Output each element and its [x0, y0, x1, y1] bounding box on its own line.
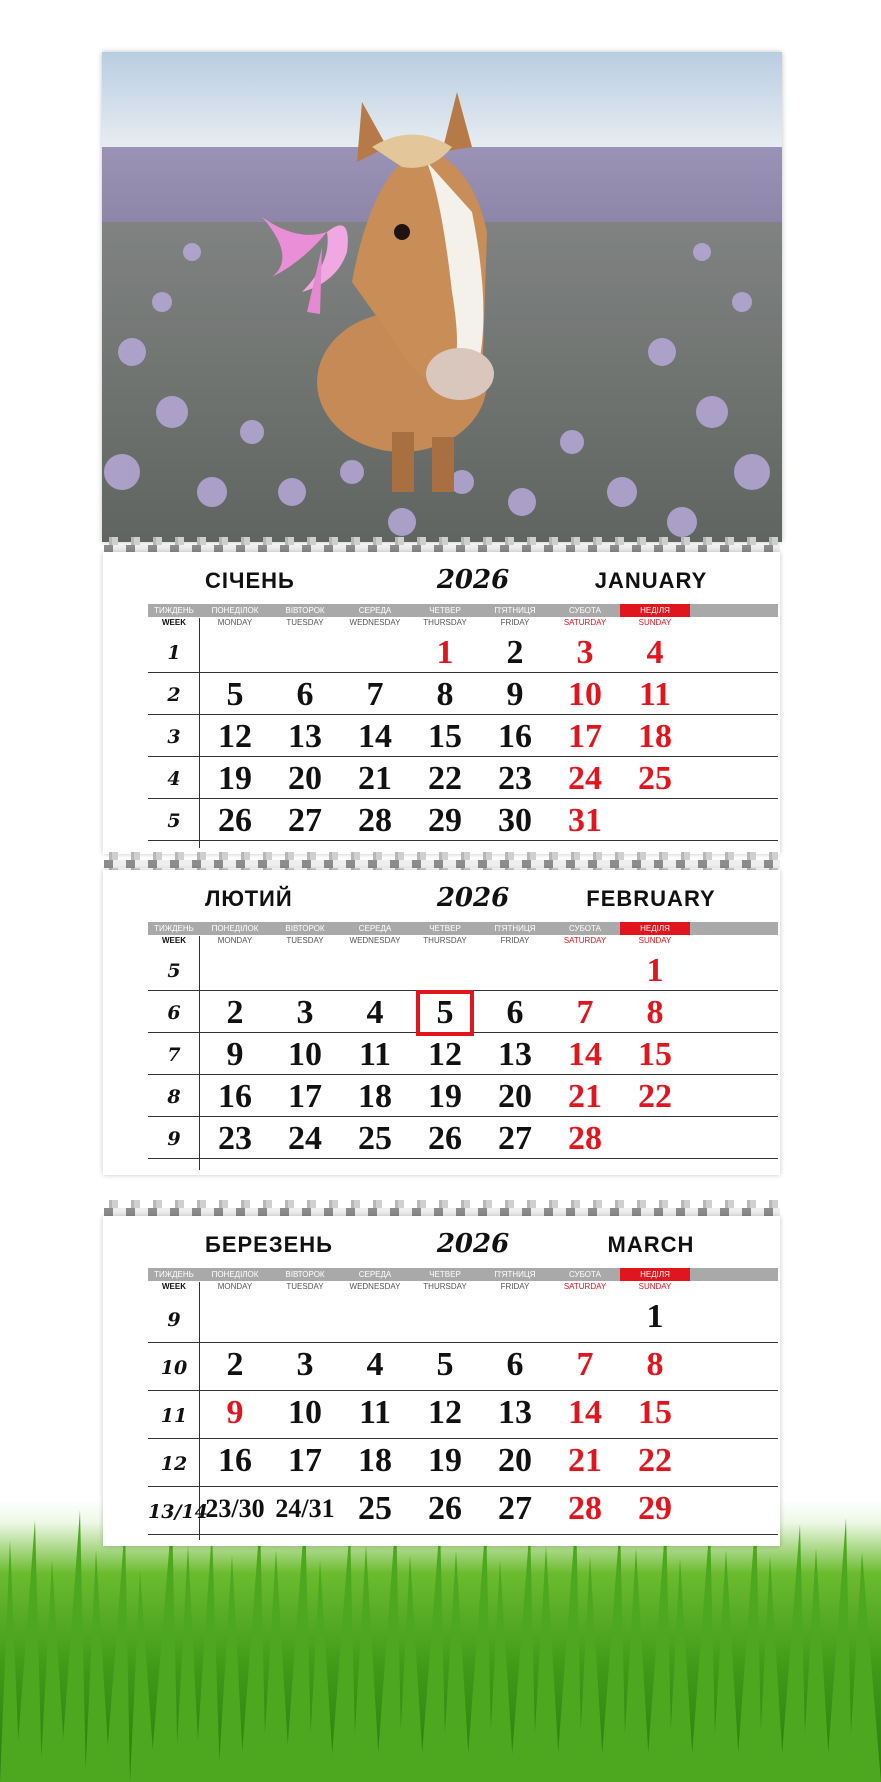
weekday-en: TUESDAY — [286, 1282, 324, 1291]
day-cell[interactable]: 27 — [498, 1490, 532, 1527]
month-panel-january — [103, 552, 780, 854]
day-cell[interactable]: 27 — [498, 1120, 532, 1157]
month-name-en: MARCH — [607, 1232, 695, 1257]
day-cell[interactable]: 23 — [498, 760, 532, 797]
weekday-en: SATURDAY — [563, 618, 607, 627]
day-cell[interactable]: 14 — [568, 1394, 602, 1431]
weekday-ua: ПОНЕДІЛОК — [211, 1270, 259, 1279]
day-cell[interactable]: 4 — [646, 634, 664, 671]
day-cell[interactable]: 5 — [436, 1346, 454, 1383]
day-cell[interactable]: 1 — [646, 1298, 664, 1335]
weekday-header-en — [148, 936, 778, 950]
day-cell[interactable]: 2 — [226, 994, 244, 1031]
day-cell[interactable]: 15 — [638, 1394, 672, 1431]
day-cell[interactable]: 14 — [358, 718, 392, 755]
week-row-divider — [148, 1438, 778, 1439]
week-number: 8 — [167, 1086, 181, 1108]
day-cell[interactable]: 26 — [428, 1490, 462, 1527]
day-cell[interactable]: 21 — [358, 760, 392, 797]
day-cell[interactable]: 17 — [568, 718, 602, 755]
day-cell[interactable]: 10 — [288, 1036, 322, 1073]
day-cell[interactable]: 9 — [226, 1394, 244, 1431]
month-name-en: FEBRUARY — [586, 886, 716, 911]
weekday-ua: НЕДІЛЯ — [620, 604, 690, 617]
day-cell[interactable]: 3 — [576, 634, 594, 671]
day-cell[interactable]: 15 — [638, 1036, 672, 1073]
month-name-ua: СІЧЕНЬ — [205, 568, 295, 593]
day-cell[interactable]: 4 — [366, 994, 384, 1031]
weekday-ua: ТИЖДЕНЬ — [154, 606, 194, 615]
day-cell[interactable]: 2 — [226, 1346, 244, 1383]
day-cell[interactable]: 12 — [428, 1036, 462, 1073]
weekday-ua: ВІВТОРОК — [285, 924, 325, 933]
day-cell[interactable]: 8 — [436, 676, 454, 713]
day-cell[interactable]: 25 — [358, 1490, 392, 1527]
day-cell[interactable]: 28 — [358, 802, 392, 839]
weekday-en: TUESDAY — [286, 936, 324, 945]
weekday-ua: ТИЖДЕНЬ — [154, 924, 194, 933]
day-cell[interactable]: 7 — [576, 1346, 594, 1383]
day-cell[interactable]: 14 — [568, 1036, 602, 1073]
day-cell[interactable]: 9 — [506, 676, 524, 713]
day-cell[interactable]: 17 — [288, 1442, 322, 1479]
week-number: 9 — [167, 1309, 181, 1331]
day-cell[interactable]: 28 — [568, 1120, 602, 1157]
day-cell[interactable]: 28 — [568, 1490, 602, 1527]
weekday-header-en — [148, 1282, 778, 1296]
week-row-divider — [148, 1390, 778, 1391]
week-number: 7 — [167, 1044, 181, 1066]
day-cell[interactable]: 23 — [218, 1120, 252, 1157]
week-number: 11 — [160, 1405, 188, 1427]
week-row-divider — [148, 1116, 778, 1117]
weekday-en: SUNDAY — [638, 1282, 672, 1291]
day-cell[interactable]: 26 — [218, 802, 252, 839]
week-row-divider — [148, 756, 778, 757]
day-cell[interactable]: 13 — [498, 1394, 532, 1431]
week-number: 1 — [167, 642, 181, 664]
day-cell[interactable]: 19 — [428, 1442, 462, 1479]
highlighted-day-frame — [416, 990, 474, 1036]
day-cell[interactable]: 18 — [358, 1078, 392, 1115]
day-cell[interactable]: 1 — [646, 952, 664, 989]
weekday-en: WEEK — [162, 1282, 186, 1291]
weekday-ua: ПОНЕДІЛОК — [211, 924, 259, 933]
weekday-ua: ТИЖДЕНЬ — [154, 1270, 194, 1279]
weekday-ua: П'ЯТНИЦЯ — [494, 606, 536, 615]
day-cell[interactable]: 7 — [576, 994, 594, 1031]
day-cell[interactable]: 17 — [288, 1078, 322, 1115]
week-row-divider — [148, 840, 778, 841]
day-cell[interactable]: 6 — [506, 1346, 524, 1383]
day-cell[interactable]: 2 — [506, 634, 524, 671]
month-year: 2026 — [436, 883, 510, 913]
month-name-ua: БЕРЕЗЕНЬ — [205, 1232, 333, 1257]
day-cell[interactable]: 13 — [498, 1036, 532, 1073]
day-cell[interactable]: 29 — [638, 1490, 672, 1527]
week-number: 13/14 — [148, 1501, 208, 1523]
weekday-ua: СЕРЕДА — [358, 1270, 392, 1279]
pony-lavender-illustration — [102, 52, 782, 542]
day-cell[interactable]: 1 — [436, 634, 454, 671]
month-header — [103, 552, 780, 604]
day-cell[interactable]: 13 — [288, 718, 322, 755]
day-cell[interactable]: 8 — [646, 1346, 664, 1383]
day-cell[interactable]: 21 — [568, 1442, 602, 1479]
week-row-divider — [148, 1342, 778, 1343]
day-cell[interactable]: 10 — [288, 1394, 322, 1431]
week-row-divider — [148, 1534, 778, 1535]
day-cell[interactable]: 6 — [296, 676, 314, 713]
weekday-header-ua — [148, 1268, 778, 1281]
weekday-en: THURSDAY — [423, 936, 467, 945]
day-cell[interactable]: 22 — [638, 1442, 672, 1479]
day-cell[interactable]: 5 — [226, 676, 244, 713]
weekday-en: FRIDAY — [500, 1282, 530, 1291]
day-cell[interactable]: 12 — [218, 718, 252, 755]
day-cell[interactable]: 5 — [436, 994, 454, 1031]
day-cell[interactable]: 16 — [498, 718, 532, 755]
day-cell[interactable]: 9 — [226, 1036, 244, 1073]
weekday-ua: НЕДІЛЯ — [620, 922, 690, 935]
weekday-en: SUNDAY — [638, 936, 672, 945]
day-cell[interactable]: 18 — [638, 718, 672, 755]
day-cell[interactable]: 26 — [428, 1120, 462, 1157]
weekday-en: MONDAY — [217, 936, 253, 945]
weekday-ua: ЧЕТВЕР — [429, 606, 461, 615]
day-cell[interactable]: 11 — [358, 1394, 392, 1431]
month-name-ua: ЛЮТИЙ — [205, 886, 293, 911]
weekday-ua: СУБОТА — [569, 1270, 601, 1279]
month-header — [103, 1216, 780, 1268]
weekday-en: THURSDAY — [423, 618, 467, 627]
pony-photo — [102, 52, 782, 542]
month-panel-february — [103, 870, 780, 1175]
day-cell[interactable]: 4 — [366, 1346, 384, 1383]
weekday-ua: НЕДІЛЯ — [620, 1268, 690, 1281]
day-cell[interactable]: 30 — [498, 802, 532, 839]
day-cell[interactable]: 3 — [296, 994, 314, 1031]
weekday-en: WEDNESDAY — [349, 936, 401, 945]
day-cell[interactable]: 29 — [428, 802, 462, 839]
weekday-en: TUESDAY — [286, 618, 324, 627]
day-cell[interactable]: 19 — [428, 1078, 462, 1115]
weekday-en: THURSDAY — [423, 1282, 467, 1291]
weekday-header-ua — [148, 604, 778, 617]
month-name-en: JANUARY — [594, 568, 708, 593]
weekday-header-en — [148, 618, 778, 632]
day-cell[interactable]: 8 — [646, 994, 664, 1031]
week-number: 4 — [167, 768, 181, 790]
weekday-ua: СУБОТА — [569, 924, 601, 933]
day-cell[interactable]: 11 — [358, 1036, 392, 1073]
day-cell[interactable]: 23/30 — [205, 1494, 265, 1523]
week-number: 10 — [160, 1357, 188, 1379]
week-number: 5 — [167, 960, 181, 982]
day-cell[interactable]: 10 — [568, 676, 602, 713]
day-cell[interactable]: 15 — [428, 718, 462, 755]
day-cell[interactable]: 21 — [568, 1078, 602, 1115]
weekday-en: SATURDAY — [563, 936, 607, 945]
day-cell[interactable]: 20 — [288, 760, 322, 797]
day-cell[interactable]: 19 — [218, 760, 252, 797]
weekday-en: WEEK — [162, 936, 186, 945]
week-row-divider — [148, 1074, 778, 1075]
day-cell[interactable]: 25 — [358, 1120, 392, 1157]
weekday-ua: ПОНЕДІЛОК — [211, 606, 259, 615]
day-cell[interactable]: 20 — [498, 1442, 532, 1479]
day-cell[interactable]: 16 — [218, 1442, 252, 1479]
month-year: 2026 — [436, 1229, 510, 1259]
weekday-en: SUNDAY — [638, 618, 672, 627]
week-row-divider — [148, 1158, 778, 1159]
day-cell[interactable]: 20 — [498, 1078, 532, 1115]
month-panel-march — [103, 1216, 780, 1546]
day-cell[interactable]: 24 — [288, 1120, 322, 1157]
day-cell[interactable]: 22 — [428, 760, 462, 797]
weekday-ua: ЧЕТВЕР — [429, 1270, 461, 1279]
weekday-en: FRIDAY — [500, 618, 530, 627]
weekday-en: WEEK — [162, 618, 186, 627]
month-header — [103, 870, 780, 922]
day-cell[interactable]: 27 — [288, 802, 322, 839]
weekday-en: MONDAY — [217, 618, 253, 627]
weekday-ua: СУБОТА — [569, 606, 601, 615]
week-number: 12 — [160, 1453, 188, 1475]
day-cell[interactable]: 22 — [638, 1078, 672, 1115]
day-cell[interactable]: 6 — [506, 994, 524, 1031]
week-number: 2 — [167, 684, 181, 706]
weekday-ua: ВІВТОРОК — [285, 606, 325, 615]
weekday-en: SATURDAY — [563, 1282, 607, 1291]
day-cell[interactable]: 18 — [358, 1442, 392, 1479]
week-row-divider — [148, 672, 778, 673]
weekday-ua: П'ЯТНИЦЯ — [494, 924, 536, 933]
month-year: 2026 — [436, 565, 510, 595]
weekday-ua: ЧЕТВЕР — [429, 924, 461, 933]
week-row-divider — [148, 714, 778, 715]
day-cell[interactable]: 31 — [568, 802, 602, 839]
weekday-ua: СЕРЕДА — [358, 924, 392, 933]
weekday-ua: П'ЯТНИЦЯ — [494, 1270, 536, 1279]
day-cell[interactable]: 11 — [638, 676, 672, 713]
week-row-divider — [148, 1486, 778, 1487]
week-number: 6 — [167, 1002, 181, 1024]
day-cell[interactable]: 16 — [218, 1078, 252, 1115]
weekday-en: WEDNESDAY — [349, 618, 401, 627]
week-number: 5 — [167, 810, 181, 832]
day-cell[interactable]: 24/31 — [275, 1494, 335, 1523]
day-cell[interactable]: 3 — [296, 1346, 314, 1383]
week-number: 9 — [167, 1128, 181, 1150]
weekday-en: WEDNESDAY — [349, 1282, 401, 1291]
weekday-en: FRIDAY — [500, 936, 530, 945]
day-cell[interactable]: 7 — [366, 676, 384, 713]
day-cell[interactable]: 25 — [638, 760, 672, 797]
week-number: 3 — [167, 726, 181, 748]
week-row-divider — [148, 798, 778, 799]
weekday-ua: ВІВТОРОК — [285, 1270, 325, 1279]
weekday-ua: СЕРЕДА — [358, 606, 392, 615]
day-cell[interactable]: 12 — [428, 1394, 462, 1431]
weekday-header-ua — [148, 922, 778, 935]
day-cell[interactable]: 24 — [568, 760, 602, 797]
weekday-en: MONDAY — [217, 1282, 253, 1291]
